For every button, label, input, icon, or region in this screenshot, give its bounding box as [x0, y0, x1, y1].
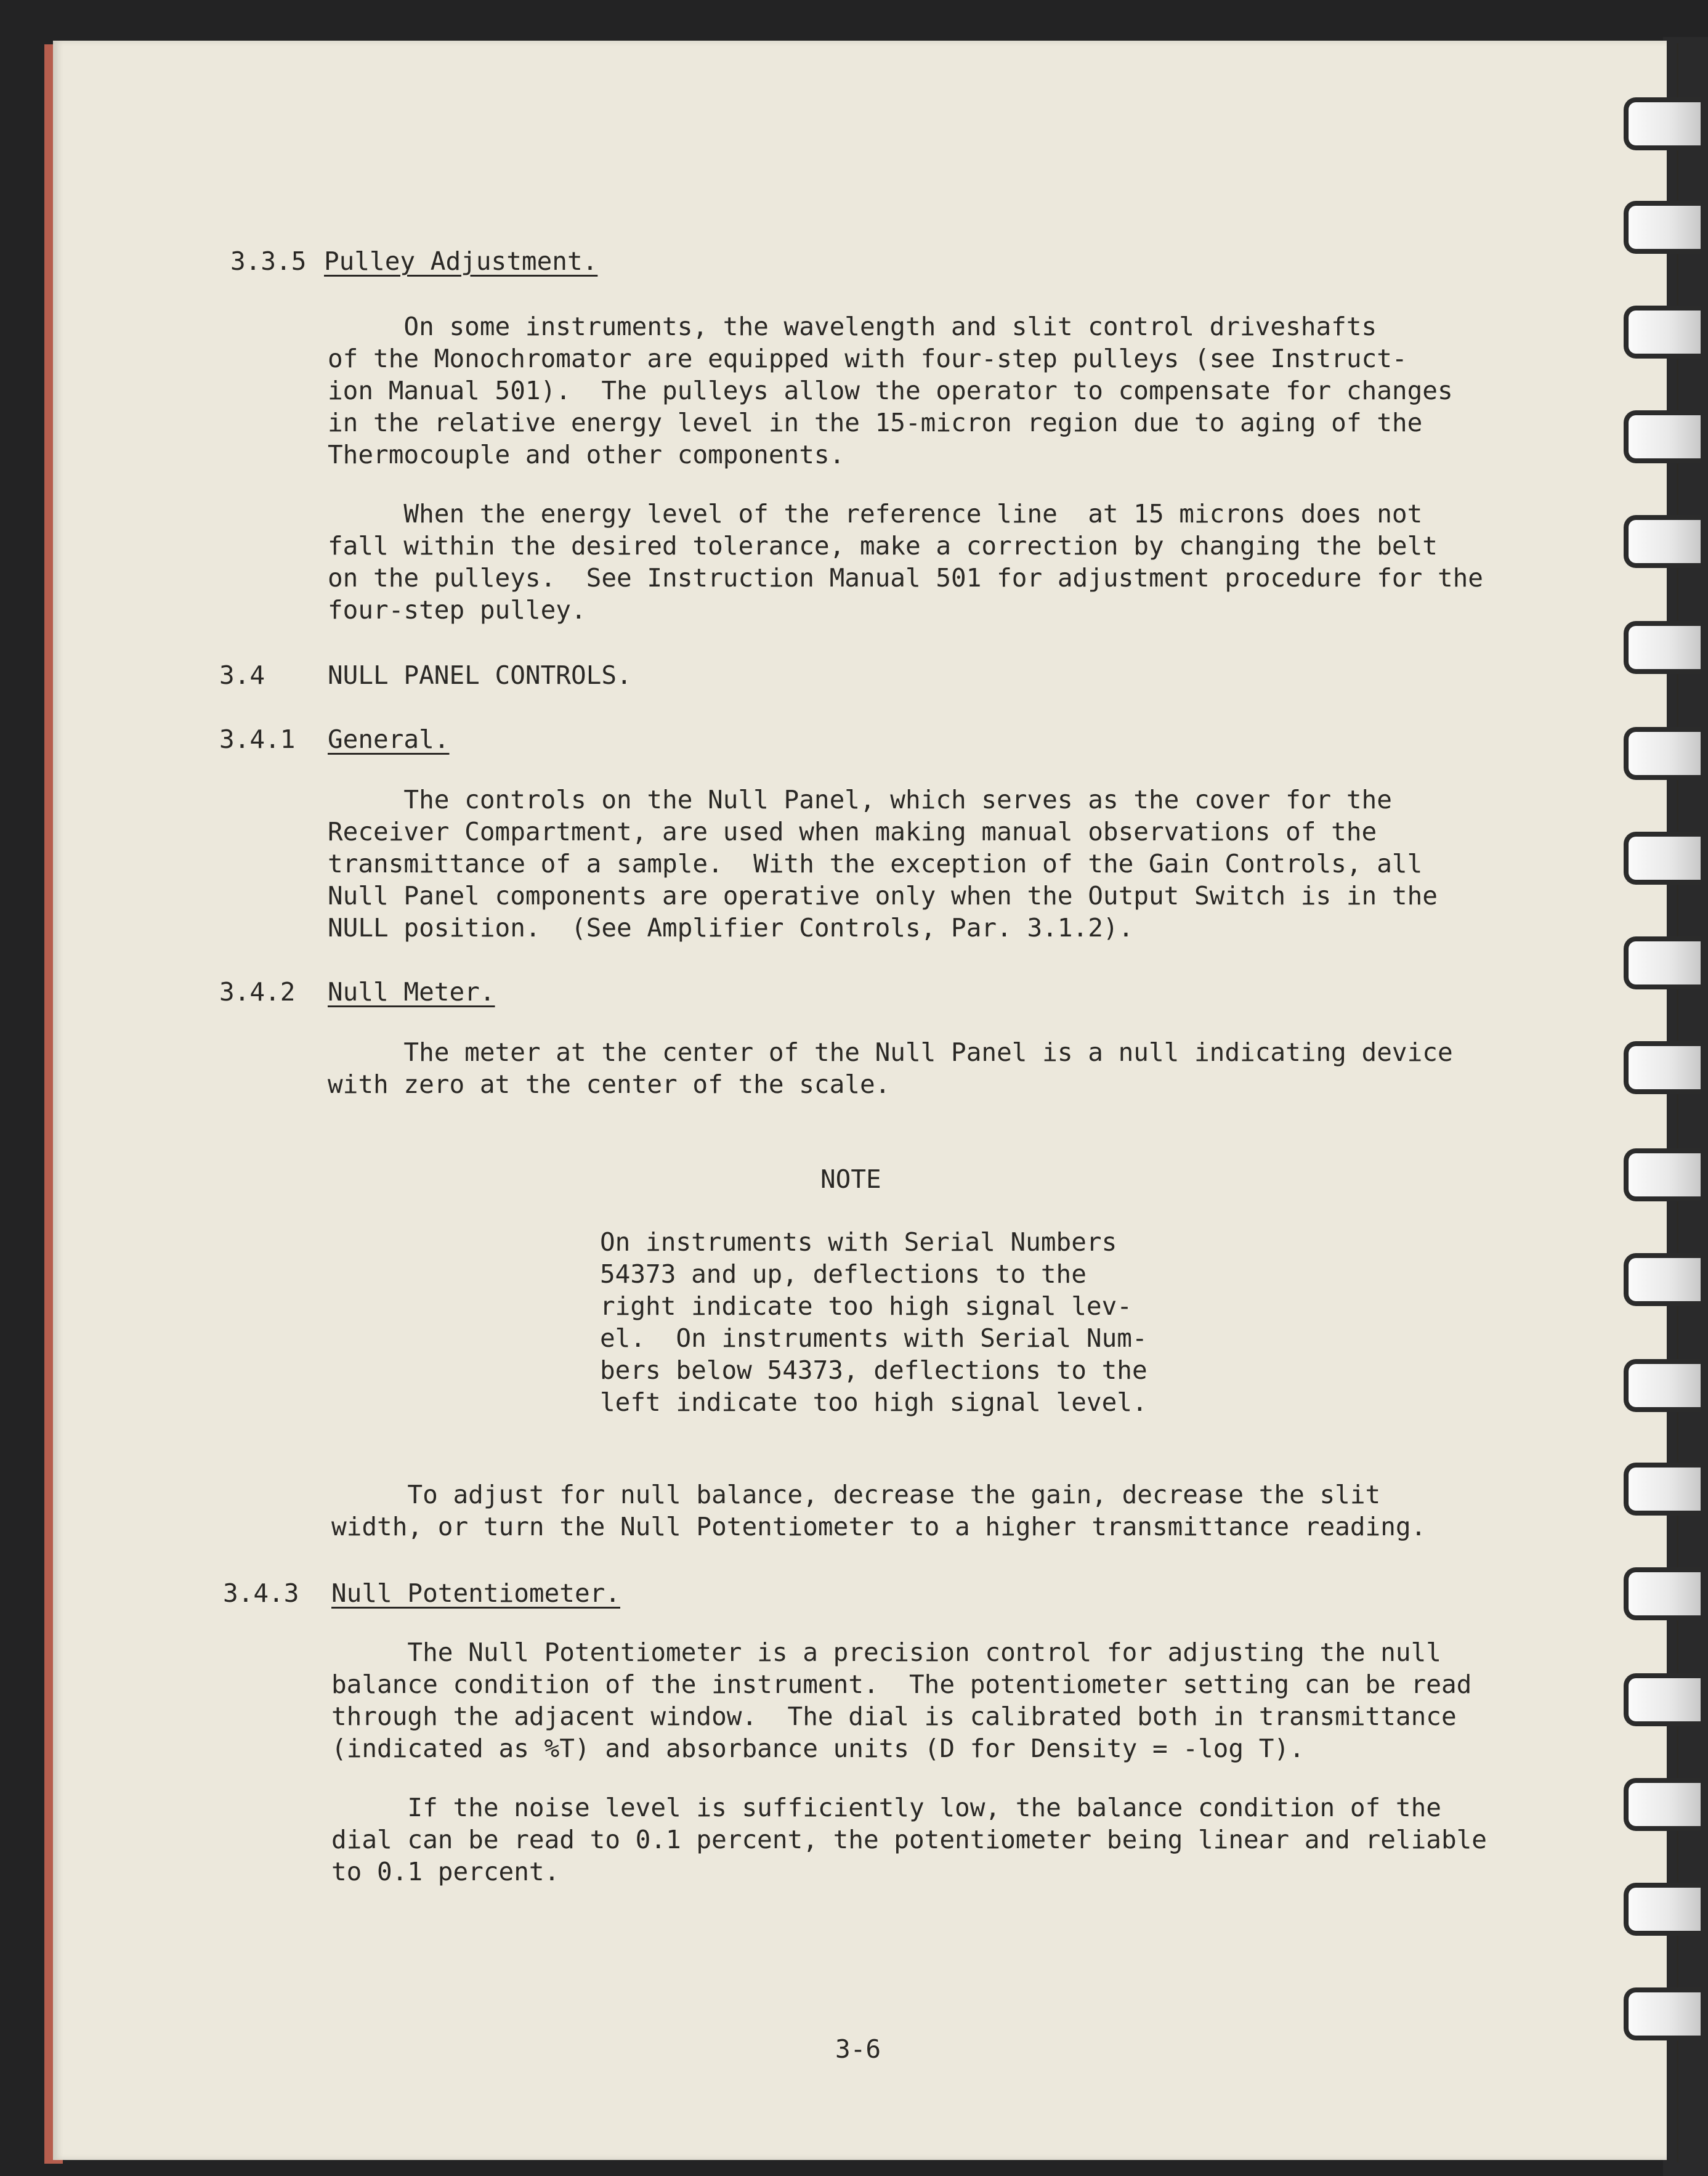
text-line: NULL position. (See Amplifier Controls, Par. 3.1.2). — [328, 913, 1134, 943]
note-line: left indicate too high signal level. — [600, 1387, 1147, 1417]
section-number-3-4-2: 3.4.2 — [219, 977, 296, 1007]
text-line: When the energy level of the reference line at 15 microns does not — [328, 499, 1423, 529]
text-line: To adjust for null balance, decrease the gain, decrease the slit — [331, 1480, 1381, 1509]
text-line: on the pulleys. See Instruction Manual 501 for adjustment procedure for the — [328, 563, 1483, 593]
text-line: On some instruments, the wavelength and slit control driveshafts — [328, 312, 1377, 341]
text-line: If the noise level is sufficiently low, the balance condition of the — [331, 1793, 1441, 1822]
text-line: transmittance of a sample. With the exception of the Gain Controls, all — [328, 849, 1423, 879]
note-line: right indicate too high signal lev- — [600, 1291, 1132, 1321]
section-title-null-panel-controls: NULL PANEL CONTROLS. — [328, 660, 632, 690]
note-line: On instruments with Serial Numbers — [600, 1227, 1117, 1257]
section-title-pulley-adjustment: Pulley Adjustment. — [324, 246, 598, 276]
binding-ring — [1624, 1041, 1701, 1094]
binding-ring — [1624, 832, 1701, 885]
text-line: (indicated as %T) and absorbance units (D for Density = -log T). — [331, 1734, 1305, 1763]
binding-ring — [1624, 1253, 1701, 1306]
text-line: through the adjacent window. The dial is calibrated both in transmittance — [331, 1702, 1457, 1731]
binding-ring — [1624, 1778, 1701, 1831]
text-line: balance condition of the instrument. The potentiometer setting can be read — [331, 1670, 1472, 1699]
binding-ring — [1624, 1987, 1701, 2040]
binding-ring — [1624, 1883, 1701, 1936]
section-title-general: General. — [328, 725, 450, 754]
section-number-3-4-1: 3.4.1 — [219, 725, 296, 754]
note-line: bers below 54373, deflections to the — [600, 1355, 1147, 1385]
text-line: The meter at the center of the Null Panel is a null indicating device — [328, 1037, 1453, 1067]
section-title-null-potentiometer: Null Potentiometer. — [331, 1578, 620, 1608]
note-line: 54373 and up, deflections to the — [600, 1259, 1087, 1289]
text-line: Thermocouple and other components. — [328, 440, 845, 469]
text-line: Receiver Compartment, are used when making manual observations of the — [328, 817, 1377, 846]
section-title-null-meter: Null Meter. — [328, 977, 495, 1007]
text-line: to 0.1 percent. — [331, 1857, 560, 1886]
text-line: in the relative energy level in the 15-micron region due to aging of the — [328, 408, 1423, 437]
text-line: of the Monochromator are equipped with four-step pulleys (see Instruct- — [328, 344, 1407, 373]
text-line: width, or turn the Null Potentiometer to a higher transmittance reading. — [331, 1512, 1427, 1541]
text-line: The controls on the Null Panel, which serves as the cover for the — [328, 785, 1392, 814]
binding-ring — [1624, 1567, 1701, 1620]
text-line: The Null Potentiometer is a precision control for adjusting the null — [331, 1638, 1441, 1667]
binding-ring — [1624, 1463, 1701, 1516]
binding-ring — [1624, 1148, 1701, 1201]
section-number-3-4: 3.4 — [219, 660, 265, 690]
text-line: four-step pulley. — [328, 595, 586, 625]
note-line: el. On instruments with Serial Num- — [600, 1323, 1147, 1353]
page-number: 3-6 — [835, 2034, 881, 2064]
section-number-3-3-5: 3.3.5 — [230, 246, 307, 276]
text-line: Null Panel components are operative only when the Output Switch is in the — [328, 881, 1438, 911]
binding-ring — [1624, 306, 1701, 359]
binding-ring — [1624, 621, 1701, 674]
binding-ring — [1624, 1359, 1701, 1412]
binding-ring — [1624, 727, 1701, 780]
binding-ring — [1624, 936, 1701, 989]
text-line: ion Manual 501). The pulleys allow the operator to compensate for changes — [328, 376, 1453, 405]
document-page — [53, 41, 1667, 2160]
binding-ring — [1624, 1673, 1701, 1726]
binding-ring — [1624, 97, 1701, 150]
note-heading: NOTE — [820, 1164, 881, 1194]
binding-ring — [1624, 515, 1701, 568]
binding-ring — [1624, 201, 1701, 254]
text-line: fall within the desired tolerance, make a correction by changing the belt — [328, 531, 1438, 561]
binder-spine-edge — [1677, 43, 1678, 2162]
section-number-3-4-3: 3.4.3 — [223, 1578, 299, 1608]
text-line: dial can be read to 0.1 percent, the potentiometer being linear and reliable — [331, 1825, 1487, 1854]
text-line: with zero at the center of the scale. — [328, 1070, 891, 1099]
binding-ring — [1624, 410, 1701, 463]
